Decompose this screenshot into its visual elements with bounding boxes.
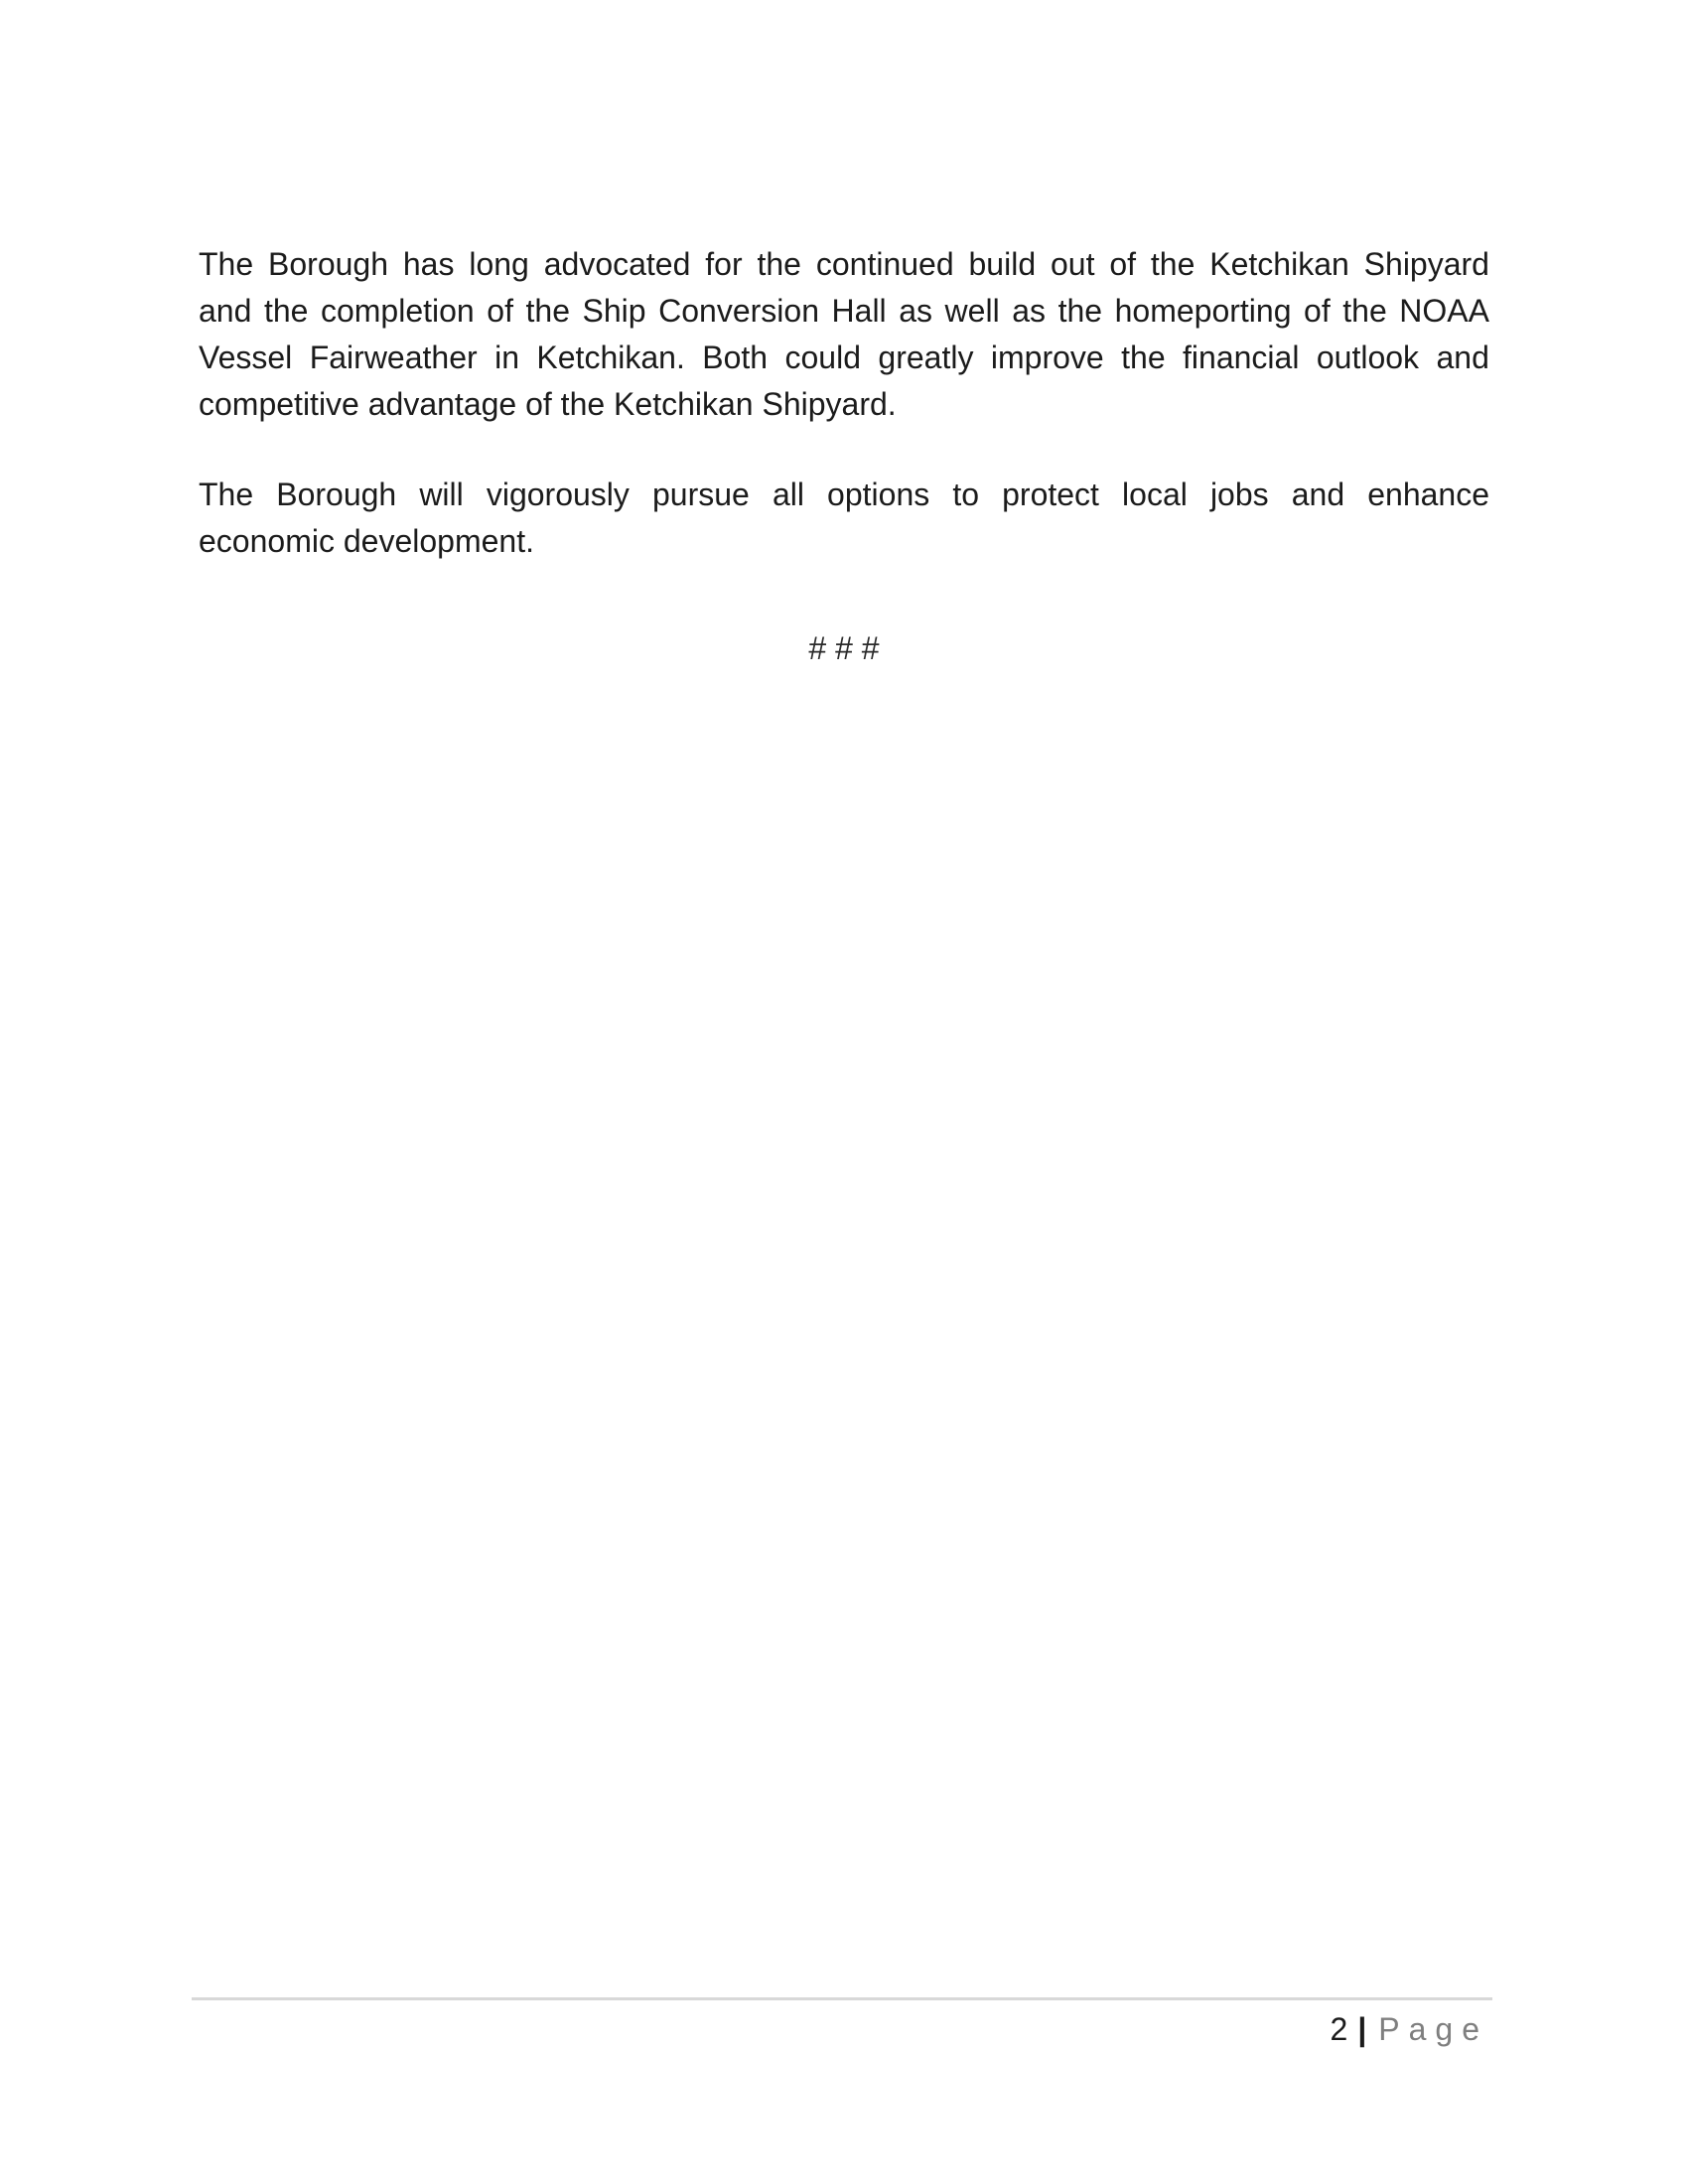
word: of <box>1304 293 1331 329</box>
word: continued <box>815 246 954 282</box>
word: Conversion <box>658 293 819 329</box>
word: Ship <box>582 293 646 329</box>
word: The <box>199 246 254 282</box>
word: the <box>525 293 570 329</box>
word: as <box>1012 293 1047 329</box>
word: the <box>263 293 309 329</box>
word: pursue <box>652 477 750 512</box>
footer <box>192 1997 1492 2047</box>
word: improve <box>990 340 1104 375</box>
word: all <box>772 477 804 512</box>
word: homeporting <box>1114 293 1292 329</box>
text-line <box>199 472 1489 518</box>
word: build <box>968 246 1037 282</box>
word: Both <box>702 340 769 375</box>
word: Borough <box>276 477 397 512</box>
word: the <box>757 246 801 282</box>
word: will <box>419 477 464 512</box>
word: enhance <box>1367 477 1489 512</box>
text-line <box>199 335 1489 381</box>
word: options <box>827 477 930 512</box>
word: long <box>469 246 529 282</box>
page-number: 2 <box>1330 2011 1348 2047</box>
word: the <box>1342 293 1387 329</box>
word: and <box>1436 340 1489 375</box>
word: the <box>1150 246 1196 282</box>
word: Shipyard <box>1363 246 1489 282</box>
word: greatly <box>878 340 974 375</box>
word: and <box>199 293 252 329</box>
word: well <box>944 293 1000 329</box>
word: outlook <box>1316 340 1420 375</box>
word: protect <box>1002 477 1099 512</box>
word: jobs <box>1209 477 1269 512</box>
word: as <box>899 293 932 329</box>
word: Vessel <box>199 340 293 375</box>
press-release-end-marker: # # # <box>808 630 880 666</box>
word: completion <box>320 293 475 329</box>
word: the <box>1057 293 1103 329</box>
word: for <box>705 246 743 282</box>
word: Ketchikan <box>1209 246 1349 282</box>
text-line: competitive advantage of the Ketchikan Shipyard. <box>199 386 897 422</box>
footer-pipe-divider: | <box>1357 2011 1367 2047</box>
word: the <box>1121 340 1166 375</box>
text-line <box>199 288 1489 335</box>
word: local <box>1122 477 1188 512</box>
word: in <box>494 340 519 375</box>
word: vigorously <box>486 477 630 512</box>
text-line <box>199 241 1489 288</box>
word: The <box>199 477 254 512</box>
word: Ketchikan. <box>536 340 685 375</box>
word: Fairweather <box>309 340 478 375</box>
footer-page-indicator <box>192 2011 1488 2047</box>
word: of <box>1109 246 1137 282</box>
page-word-label: Page <box>1378 2011 1488 2047</box>
word: out <box>1050 246 1095 282</box>
body-text <box>199 241 1489 672</box>
word: NOAA <box>1399 293 1489 329</box>
word: and <box>1291 477 1345 512</box>
word: Borough <box>268 246 388 282</box>
word: of <box>487 293 513 329</box>
word: has <box>402 246 455 282</box>
word: to <box>952 477 980 512</box>
word: Hall <box>831 293 887 329</box>
paragraph-shipyard-advocacy <box>199 241 1489 428</box>
text-line: economic development. <box>199 523 534 559</box>
paragraph-economic-development <box>199 472 1489 565</box>
word: could <box>784 340 861 375</box>
word: advocated <box>543 246 691 282</box>
word: financial <box>1183 340 1300 375</box>
